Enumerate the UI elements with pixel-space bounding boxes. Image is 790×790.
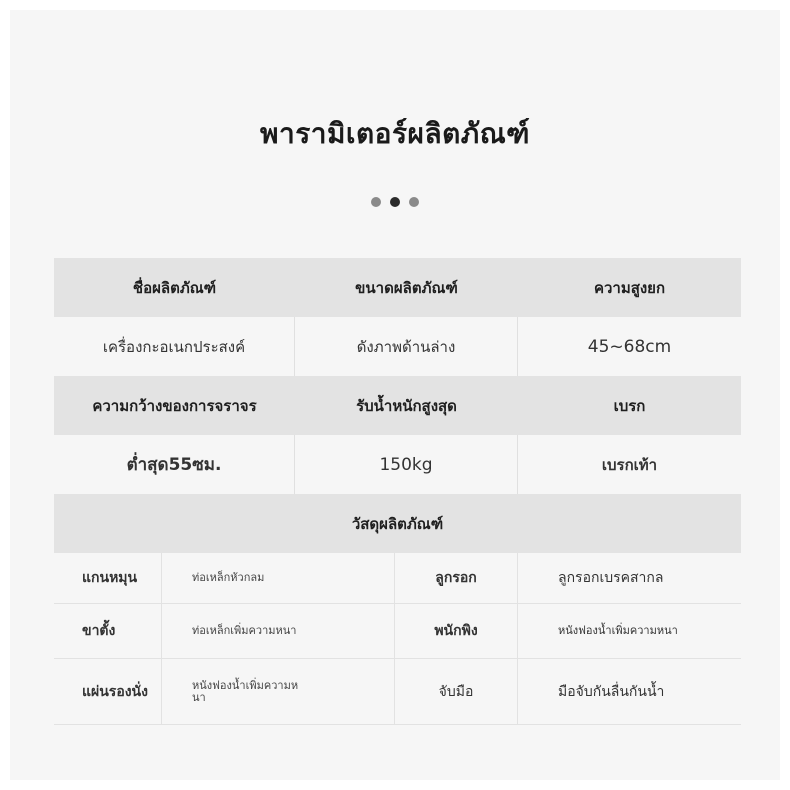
carousel-dot-2-active[interactable] <box>390 197 400 207</box>
carousel-dot-1[interactable] <box>371 197 381 207</box>
material-label-casters: ลูกรอก <box>395 553 518 603</box>
material-header: วัสดุผลิตภัณฑ์ <box>54 494 741 553</box>
material-label-backrest: พนักพิง <box>395 604 518 658</box>
carousel-dots <box>0 197 790 207</box>
spec-value-row-2 <box>54 435 741 494</box>
spec-table <box>54 258 741 725</box>
material-value-text: ท่อเหล็กหัวกลม <box>192 571 265 584</box>
material-value-backrest <box>518 604 741 658</box>
spec-value-row-1 <box>54 317 741 376</box>
value-brake: เบรกเท้า <box>601 455 658 474</box>
material-value-seat-pad <box>162 659 395 724</box>
material-value-text: ท่อเหล็กเพิ่มความหนา <box>192 624 297 637</box>
material-label-handle: จับมือ <box>395 659 518 724</box>
spec-header-row-1 <box>54 258 741 317</box>
material-label-stand: ขาตั้ง <box>54 604 162 658</box>
header-max-load: รับน้ำหนักสูงสุด <box>356 396 457 415</box>
material-label-rotating-shaft: แกนหมุน <box>54 553 162 603</box>
material-value-rotating-shaft <box>162 553 395 603</box>
header-passage-width: ความกว้างของการจราจร <box>92 396 257 415</box>
value-passage-width: ต่ำสุด55ซม. <box>54 435 295 494</box>
material-value-handle: มือจับกันลื่นกันน้ำ <box>558 683 665 700</box>
material-row <box>54 659 741 725</box>
header-product-size: ขนาดผลิตภัณฑ์ <box>355 278 458 297</box>
value-max-load: 150kg <box>295 435 518 494</box>
spec-header-row-2 <box>54 376 741 435</box>
material-value-casters: ลูกรอกเบรคสากล <box>558 570 664 586</box>
value-product-name: เครื่องกะอเนกประสงค์ <box>54 317 295 376</box>
material-row <box>54 604 741 659</box>
header-brake: เบรก <box>613 396 646 415</box>
page-title: พารามิเตอร์ผลิตภัณฑ์ <box>260 117 530 150</box>
carousel-dot-3[interactable] <box>409 197 419 207</box>
header-lift-height: ความสูงยก <box>593 278 666 297</box>
material-value-stand <box>162 604 395 658</box>
material-row <box>54 553 741 604</box>
header-product-name: ชื่อผลิตภัณฑ์ <box>132 278 217 297</box>
value-product-size: ดังภาพด้านล่าง <box>295 317 518 376</box>
material-label-seat-pad: แผ่นรองนั่ง <box>54 659 162 724</box>
material-value-text: หนังฟองน้ำเพิ่มความหนา <box>192 678 299 704</box>
value-lift-height: 45~68cm <box>587 336 672 357</box>
material-value-text: หนังฟองน้ำเพิ่มความหนา <box>558 624 678 637</box>
